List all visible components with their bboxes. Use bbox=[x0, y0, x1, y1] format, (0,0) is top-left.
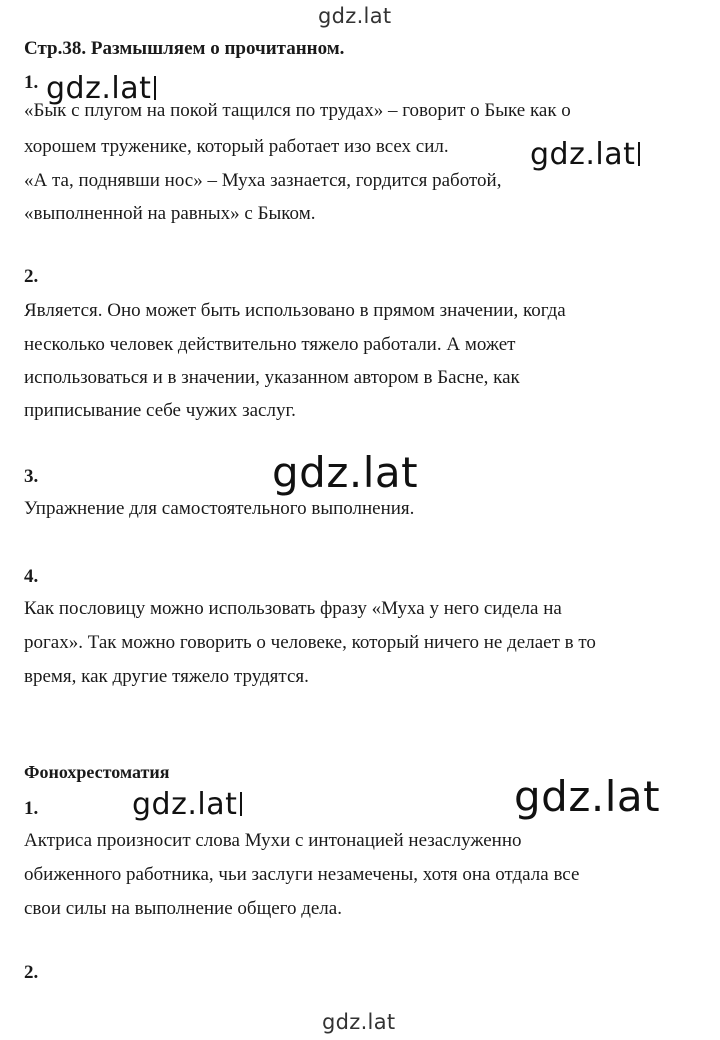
watermark-bottom: gdz.lat bbox=[322, 1010, 396, 1034]
section-1-line-4: «выполненной на равных» с Быком. bbox=[24, 203, 316, 224]
section-2-number: 2. bbox=[24, 266, 39, 287]
section-3-number: 3. bbox=[24, 466, 39, 487]
watermark-top: gdz.lat bbox=[318, 4, 392, 28]
watermark-center: gdz.lat bbox=[272, 448, 419, 497]
watermark-fono-right: gdz.lat bbox=[514, 772, 661, 821]
section-2-line-1: Является. Оно может быть использовано в прямом значении, когда bbox=[24, 300, 566, 321]
section-3-line-1: Упражнение для самостоятельного выполнения. bbox=[24, 498, 415, 519]
section-2-line-3: использоваться и в значении, указанном автором в Басне, как bbox=[24, 367, 520, 388]
watermark-section-1-right: gdz.lat bbox=[530, 140, 640, 170]
section-4-line-2: рогах». Так можно говорить о человеке, который ничего не делает в то bbox=[24, 632, 596, 653]
section-4-line-3: время, как другие тяжело трудятся. bbox=[24, 666, 309, 687]
fono-section-1-line-1: Актриса произносит слова Мухи с интонацией незаслуженно bbox=[24, 830, 522, 851]
section-1-number: 1. bbox=[24, 72, 39, 93]
fono-section-2-number: 2. bbox=[24, 962, 39, 983]
section-1-line-1: «Бык с плугом на покой тащился по трудах» – говорит о Быке как о bbox=[24, 100, 571, 121]
section-4-number: 4. bbox=[24, 566, 39, 587]
section-4-line-1: Как пословицу можно использовать фразу «Муха у него сидела на bbox=[24, 598, 562, 619]
section-1-line-2: хорошем труженике, который работает изо всех сил. bbox=[24, 136, 449, 157]
watermark-fono-left: gdz.lat bbox=[132, 790, 242, 820]
section-2-line-2: несколько человек действительно тяжело работали. А может bbox=[24, 334, 516, 355]
fono-section-1-number: 1. bbox=[24, 798, 39, 819]
section-2-line-4: приписывание себе чужих заслуг. bbox=[24, 400, 296, 421]
section-1-line-3: «А та, поднявши нос» – Муха зазнается, гордится работой, bbox=[24, 170, 502, 191]
fono-section-1-line-2: обиженного работника, чьи заслуги незамечены, хотя она отдала все bbox=[24, 864, 580, 885]
page-title: Стр.38. Размышляем о прочитанном. bbox=[24, 38, 345, 59]
fono-title: Фонохрестоматия bbox=[24, 762, 170, 782]
fono-section-1-line-3: свои силы на выполнение общего дела. bbox=[24, 898, 342, 919]
watermark-section-1: gdz.lat bbox=[46, 74, 156, 104]
